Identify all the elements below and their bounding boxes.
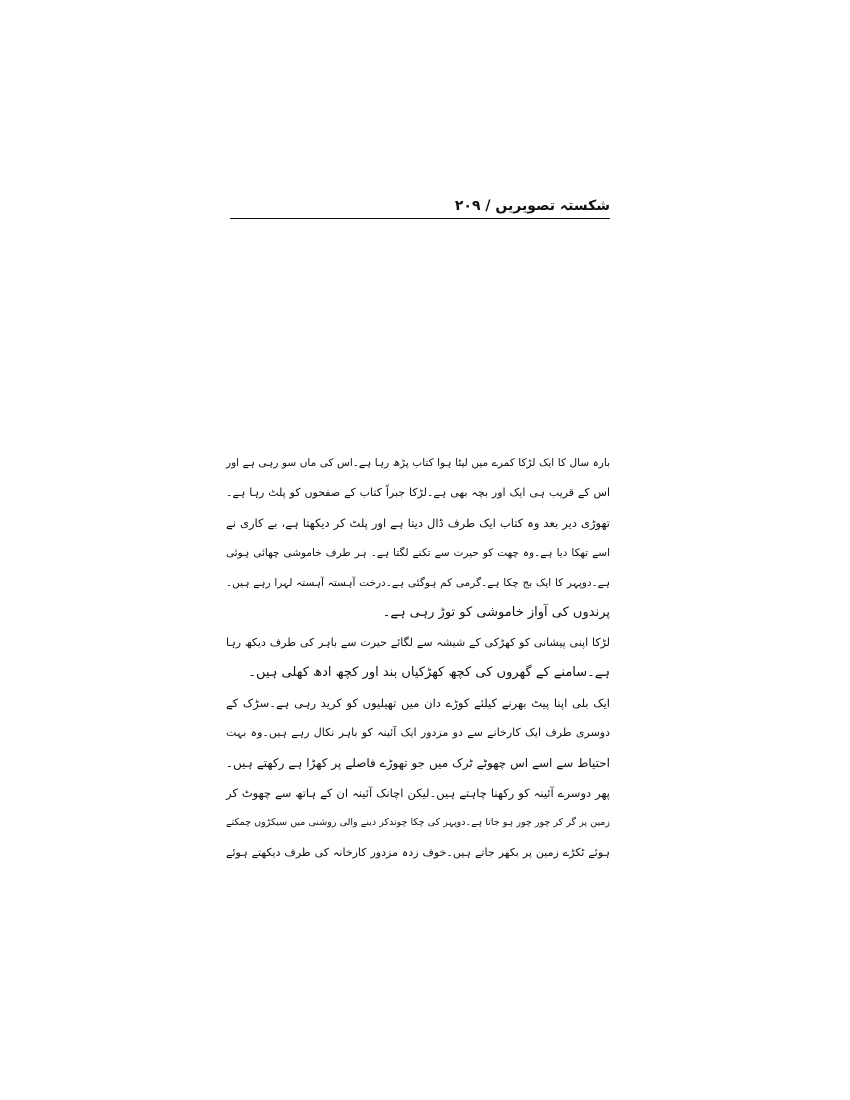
body-text xyxy=(226,448,610,868)
text-line: تھوڑی دیر بعد وہ کتاب ایک طرف ڈال دیتا ہے اور پلٹ کر دیکھتا ہے، بے کاری نے xyxy=(226,516,610,530)
running-header: شکستہ تصویریں / ۲۰۹ xyxy=(454,198,610,214)
text-line: ہوئے ٹکڑے زمین پر بکھر جاتے ہیں۔خوف زدہ مزدور کارخانہ کی طرف دیکھتے ہوئے xyxy=(226,846,610,859)
text-line: زمین پر گر کر چور چور ہو جاتا ہے۔دوپہر کی چکا چوندکر دینے والی روشنی میں سیکڑوں چمکتے xyxy=(226,817,610,828)
text-line: ایک بلی اپنا پیٹ بھرنے کیلئے کوڑے دان میں تھیلیوں کو کرید رہی ہے۔سڑک کے xyxy=(226,696,610,710)
text-line: لڑکا اپنی پیشانی کو کھڑکی کے شیشہ سے لگائے حیرت سے باہر کی طرف دیکھ رہا xyxy=(226,636,610,649)
text-line: ہے۔دوپہر کا ایک بج چکا ہے۔گرمی کم ہوگئی ہے۔درخت آہستہ آہستہ لہرا رہے ہیں۔ xyxy=(226,577,610,589)
text-line: اس کے قریب ہی ایک اور بچہ بھی ہے۔لڑکا جبراً کتاب کے صفحوں کو پلٹ رہا ہے۔ xyxy=(226,486,610,499)
paragraph-2 xyxy=(226,628,610,688)
paragraph-1 xyxy=(226,448,610,628)
text-line: احتیاط سے اسے اس چھوٹے ٹرک میں جو تھوڑے فاصلے پر کھڑا ہے رکھتے ہیں۔ xyxy=(226,756,610,770)
text-line: پھر دوسرے آئینہ کو رکھنا چاہتے ہیں۔لیکن اچانک آئینہ ان کے ہاتھ سے چھوٹ کر xyxy=(226,786,610,800)
text-line: ہے۔سامنے کے گھروں کی کچھ کھڑکیاں بند اور کچھ ادھ کھلی ہیں۔ xyxy=(248,665,610,680)
text-line: بارہ سال کا ایک لڑکا کمرے میں لیٹا ہوا کتاب پڑھ رہا ہے۔اس کی ماں سو رہی ہے اور xyxy=(226,457,610,469)
text-line: دوسری طرف ایک کارخانے سے دو مزدور ایک آئینہ کو باہر نکال رہے ہیں۔وہ بہت xyxy=(226,726,610,739)
text-line: پرندوں کی آواز خاموشی کو توڑ رہی ہے۔ xyxy=(382,605,610,620)
header-rule xyxy=(230,218,610,219)
paragraph-3 xyxy=(226,688,610,868)
text-line: اسے تھکا دیا ہے۔وہ چھت کو حیرت سے تکنے لگتا ہے۔ ہر طرف خاموشی چھائی ہوئی xyxy=(226,547,610,559)
